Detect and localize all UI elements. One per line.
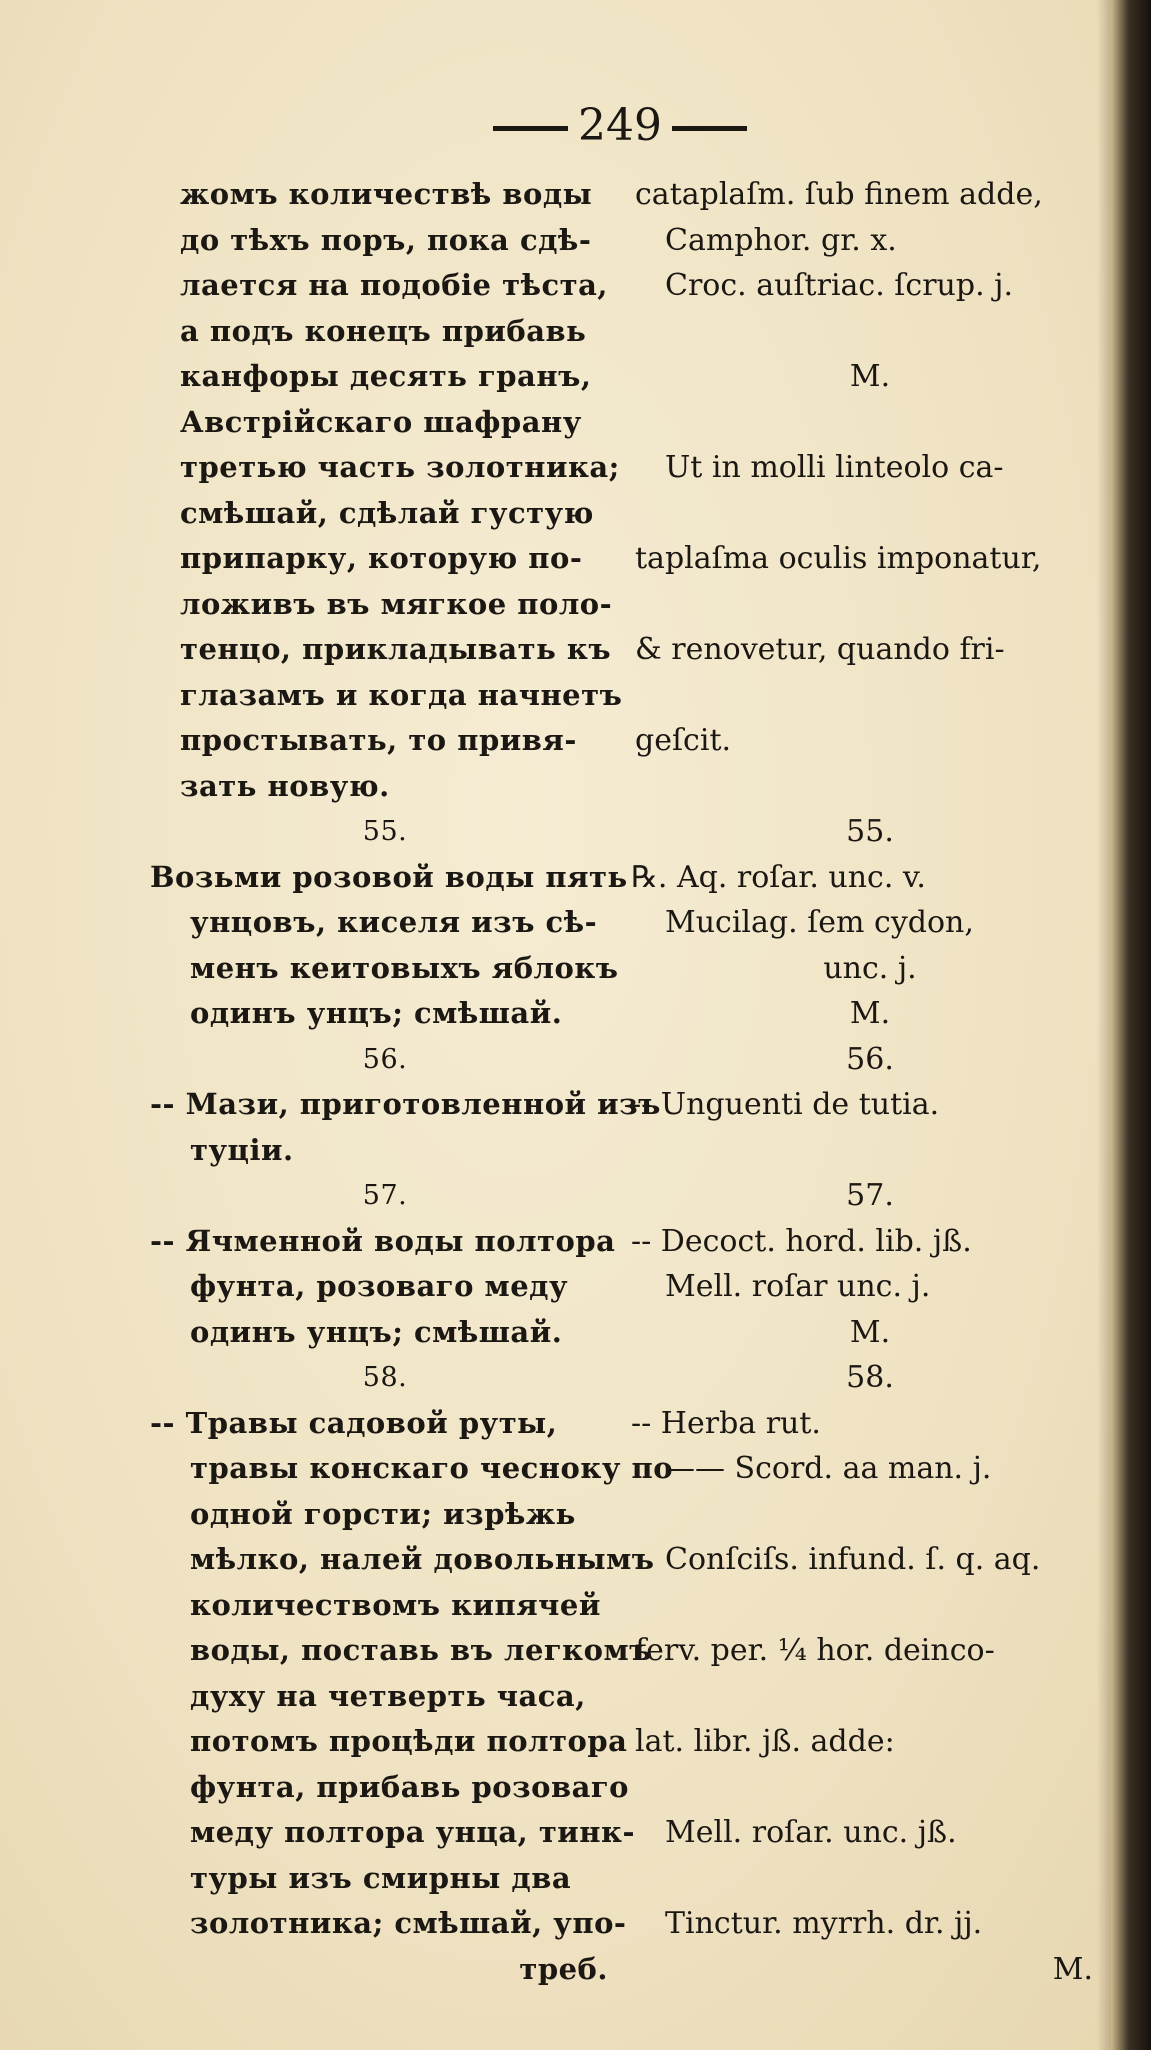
russian-recipe-number: 56. <box>362 1043 408 1075</box>
header-rule-left <box>493 126 568 131</box>
latin-text-line: M. <box>849 996 891 1031</box>
russian-text-line: простывать, то привя- <box>180 723 577 757</box>
latin-text-line: Mell. roſar. unc. jß. <box>665 1815 957 1850</box>
russian-text-line: туры изъ смирны два <box>190 1860 572 1895</box>
latin-text-line: -- Herba rut. <box>631 1405 821 1441</box>
latin-text-line: ferv. per. ¼ hor. deinco- <box>635 1633 995 1668</box>
latin-text-line: Ut in molli linteolo ca- <box>665 450 1004 485</box>
russian-text-line: -- Мази, приготовленной изъ <box>150 1087 661 1121</box>
latin-text-line <box>635 1492 1105 1538</box>
russian-text-line: жомъ количествѣ воды <box>180 177 593 211</box>
russian-text-line: -- Ячменной воды полтора <box>150 1223 616 1258</box>
russian-text-line: треб. <box>519 1951 608 1986</box>
latin-text-line: ℞. Aq. roſar. unc. v. <box>631 859 926 895</box>
russian-text-line: до тѣхъ поръ, пока сдѣ- <box>180 222 592 257</box>
latin-text-line: lat. libr. jß. adde: <box>635 1724 895 1759</box>
latin-text-line: Croc. auſtriac. ſcrup. j. <box>665 268 1013 303</box>
latin-text-line: unc. j. <box>823 950 917 986</box>
latin-text-line: Tinctur. myrrh. dr. jj. <box>665 1906 983 1941</box>
russian-text-line: мѣлко, налей довольнымъ <box>190 1542 655 1576</box>
latin-text-line: Mucilag. ſem cydon, <box>665 905 974 940</box>
russian-text-line: зать новую. <box>180 768 390 803</box>
russian-text-line: духу на четверть часа, <box>190 1678 586 1713</box>
russian-text-line: лается на подобіе тѣста, <box>180 268 608 302</box>
russian-recipe-number: 57. <box>362 1180 408 1211</box>
russian-text-line: ложивъ въ мягкое поло- <box>180 586 613 621</box>
latin-text-line <box>635 491 1105 537</box>
russian-text-line: смѣшай, сдѣлай густую <box>180 495 594 530</box>
latin-recipe-number: 58. <box>846 1360 894 1395</box>
latin-text-line: cataplaſm. ſub finem adde, <box>635 177 1043 212</box>
latin-text-line <box>635 1765 1105 1811</box>
latin-column <box>631 172 1105 1992</box>
header-rule-right <box>672 126 747 131</box>
latin-text-line <box>635 764 1105 810</box>
latin-text-line: Camphor. gr. x. <box>665 222 897 258</box>
russian-text-line: потомъ процѣди полтора <box>190 1724 628 1758</box>
russian-text-line: воды, поставь въ легкомъ <box>190 1633 652 1667</box>
russian-text-line: фунта, прибавь розоваго <box>190 1769 629 1804</box>
latin-text-line <box>635 1583 1105 1629</box>
russian-text-line: фунта, розоваго меду <box>190 1269 569 1303</box>
latin-text-line: -- Unguenti de tutia. <box>631 1087 940 1122</box>
latin-text-line: geſcit. <box>635 723 732 758</box>
russian-text-line: тенцо, прикладывать къ <box>180 632 612 666</box>
russian-text-line: менъ кеитовыхъ яблокъ <box>190 950 619 985</box>
russian-recipe-number: 58. <box>362 1362 408 1393</box>
russian-text-line: количествомъ кипячей <box>190 1587 601 1622</box>
latin-text-line: & renovetur, quando fri- <box>635 632 1005 667</box>
latin-text-line: -- Decoct. hord. lib. jß. <box>631 1223 972 1259</box>
latin-text-line: Mell. roſar unc. j. <box>665 1269 931 1304</box>
russian-text-line: третью часть золотника; <box>180 450 620 484</box>
latin-text-line <box>635 1674 1105 1720</box>
russian-text-line: -- Травы садовой руты, <box>150 1405 558 1440</box>
latin-recipe-number: 57. <box>846 1178 894 1213</box>
russian-text-line: канфоры десять гранъ, <box>180 359 592 393</box>
latin-text-line: M. <box>1052 1951 1093 1987</box>
latin-recipe-number: 55. <box>846 814 894 849</box>
latin-text-line <box>635 400 1105 446</box>
latin-text-line <box>635 673 1105 719</box>
latin-text-line <box>635 1128 1105 1174</box>
russian-text-line: меду полтора унца, тинк- <box>190 1815 636 1849</box>
book-spine-edge <box>1111 0 1151 2050</box>
latin-text-line <box>635 309 1105 355</box>
russian-text-line: глазамъ и когда начнетъ <box>180 677 623 712</box>
latin-text-line: Conſciſs. infund. ſ. q. aq. <box>665 1542 1041 1577</box>
russian-text-line: Возьми розовой воды пять <box>150 859 628 894</box>
russian-text-line: припарку, которую по- <box>180 541 583 575</box>
russian-text-line: травы конскаго чесноку по <box>190 1451 674 1485</box>
russian-text-line: Австрійскаго шафрану <box>180 404 582 439</box>
russian-column <box>150 172 674 1992</box>
latin-text-line: taplaſma oculis imponatur, <box>635 541 1042 576</box>
russian-text-line: а подъ конецъ прибавь <box>180 313 587 348</box>
russian-text-line: одинъ унцъ; смѣшай. <box>190 996 563 1030</box>
latin-text-line: M. <box>849 1314 891 1350</box>
page-number: 249 <box>578 100 662 151</box>
russian-recipe-number: 55. <box>362 816 408 847</box>
latin-text-line: M. <box>849 359 891 394</box>
page-header <box>470 100 770 160</box>
russian-text-line: одной горсти; изрѣжь <box>190 1496 576 1531</box>
latin-text-line: —— Scord. aa man. j. <box>665 1451 992 1486</box>
latin-text-line <box>635 1856 1105 1902</box>
latin-recipe-number: 56. <box>846 1041 894 1077</box>
russian-text-line: золотника; смѣшай, упо- <box>190 1906 627 1940</box>
russian-text-line: одинъ унцъ; смѣшай. <box>190 1314 563 1349</box>
russian-text-line: туціи. <box>190 1132 294 1167</box>
latin-text-line <box>635 582 1105 628</box>
russian-text-line: унцовъ, киселя изъ сѣ- <box>190 905 598 939</box>
